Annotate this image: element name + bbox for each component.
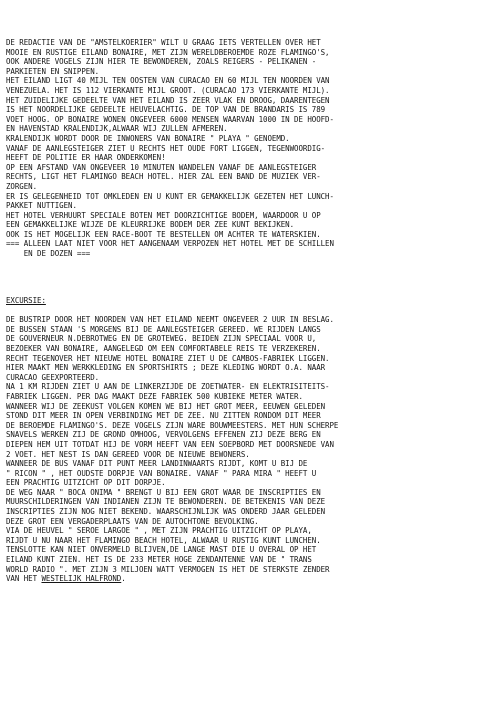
excursie-text-line: VIA DE HEUVEL " SEROE LARGOE " , MET ZIJN PRACHTIG UITZICHT OP PLAYA, <box>6 526 312 536</box>
intro-text-line: VOET HOOG. OP BONAIRE WONEN ONGEVEER 6000 MENSEN WAARVAN 1000 IN DE HOOFD- <box>6 114 334 124</box>
excursie-text-line: DE WEG NAAR " BOCA ONIMA " BRENGT U BIJ EEN GROT WAAR DE INSCRIPTIES EN <box>6 487 321 497</box>
intro-text-line: VANAF DE AANLEGSTEIGER ZIET U RECHTS HET OUDE FORT LIGGEN, TEGENWOORDIG- <box>6 143 326 153</box>
excursie-text-line: DEZE GROT EEN VERGADERPLAATS VAN DE AUTOCHTONE BEVOLKING. <box>6 516 259 526</box>
intro-text-line: HET EILAND LIGT 40 MIJL TEN OOSTEN VAN CURACAO EN 60 MIJL TEN NOORDEN VAN <box>6 76 330 86</box>
excursie-text-line: DIEPEN HEM UIT TOTDAT HIJ DE VORM HEEFT VAN EEN SOEPBORD MET DOORSNEDE VAN <box>6 439 334 449</box>
intro-text-line: ER IS GELEGENHEID TOT OMKLEDEN EN U KUNT ER GEMAKKELIJK GEZETEN HET LUNCH- <box>6 191 334 201</box>
intro-text-line: MOOIE EN RUSTIGE EILAND BONAIRE, MET ZIJN WERELDBEROEMDE ROZE FLAMINGO'S, <box>6 47 330 57</box>
intro-text-line: EN HAVENSTAD KRALENDIJK,ALWAAR WIJ ZULLEN AFMEREN. <box>6 124 228 134</box>
intro-text-line: HET ZUIDELIJKE GEDEELTE VAN HET EILAND IS ZEER VLAK EN DROOG, DAARENTEGEN <box>6 95 330 105</box>
excursie-heading: EXCURSIE: <box>6 296 46 305</box>
intro-text-line: OOK IS HET MOGELIJK EEN RACE-BOOT TE BESTELLEN OM ACHTER TE WATERSKIEN. <box>6 229 321 239</box>
excursie-text-line: SNAVELS WERKEN ZIJ DE GROND OMHOOG, VERVOLGENS EFFENEN ZIJ DEZE BERG EN <box>6 430 321 440</box>
excursie-body <box>6 315 474 574</box>
excursie-text-line: " RICON " , HET OUDSTE DORPJE VAN BONAIRE. VANAF " PARA MIRA " HEEFT U <box>6 468 317 478</box>
excursie-text-line: FABRIEK LIGGEN. PER DAG MAAKT DEZE FABRIEK 500 KUBIEKE METER WATER. <box>6 391 303 401</box>
intro-text-line: HET HOTEL VERHUURT SPECIALE BOTEN MET DOORZICHTIGE BODEM, WAARDOOR U OP <box>6 210 321 220</box>
excursie-text-line: DE BUSSEN STAAN 'S MORGENS BIJ DE AANLEGSTEIGER GEREED. WE RIJDEN LANGS <box>6 324 321 334</box>
excursie-text-line: RECHT TEGENOVER HET NIEUWE HOTEL BONAIRE ZIET U DE CAMBOS-FABRIEK LIGGEN. <box>6 353 330 363</box>
excursie-text-line: NA 1 KM RIJDEN ZIET U AAN DE LINKERZIJDE DE ZOETWATER- EN ELEKTRISITEITS- <box>6 382 330 392</box>
excursie-text-line: WORLD RADIO ". MET ZIJN 3 MILJOEN WATT VERMOGEN IS HET DE STERKSTE ZENDER <box>6 564 330 574</box>
excursie-text-line: RIJDT U NU NAAR HET FLAMINGO BEACH HOTEL, ALWAAR U RUSTIG KUNT LUNCHEN. <box>6 535 321 545</box>
excursie-text-line: EILAND KUNT ZIEN. HET IS DE 233 METER HOGE ZENDANTENNE VAN DE " TRANS <box>6 555 312 565</box>
intro-text-line: EN DE DOZEN === <box>6 249 91 259</box>
intro-text-line: RECHTS, LIGT HET FLAMINGO BEACH HOTEL. HIER ZAL EEN BAND DE MUZIEK VER- <box>6 172 321 182</box>
intro-text-line: IS HET NOORDELIJKE GEDEELTE HEUVELACHTIG. DE TOP VAN DE BRANDARIS IS 789 <box>6 105 326 115</box>
intro-text-line: HEEFT DE POLITIE ER HAAR ONDERKOMEN! <box>6 153 166 163</box>
excursie-text-line: CURACAO GEEXPORTEERD. <box>6 372 100 382</box>
intro-text-line: DE REDACTIE VAN DE "AMSTELKOERIER" WILT U GRAAG IETS VERTELLEN OVER HET <box>6 38 321 47</box>
excursie-text-line: DE BUSTRIP DOOR HET NOORDEN VAN HET EILAND NEEMT ONGEVEER 2 UUR IN BESLAG. <box>6 315 334 325</box>
intro-text-line: EEN GEMAKKELIJKE WIJZE DE KLEURRIJKE BODEM DER ZEE KUNT BEKIJKEN. <box>6 220 295 230</box>
excursie-text-line: STOND DIT MEER IN OPEN VERBINDING MET DE ZEE. NU ZITTEN RONDOM DIT MEER <box>6 411 321 421</box>
intro-text-line: OOK ANDERE VOGELS ZIJN HIER TE BEWONDEREN, ZOALS REIGERS - PELIKANEN - <box>6 57 317 67</box>
excursie-text-line: INSCRIPTIES ZIJN NOG NIET BEKEND. WAARSCHIJNLIJK WAS ONDERD JAAR GELEDEN <box>6 507 326 517</box>
excursie-text-line: EEN PRACHTIG UITZICHT OP DIT DORPJE. <box>6 478 166 488</box>
excursie-text-line: BEZOEKER VAN BONAIRE, AANGELEGD OM EEN COMFORTABELE REIS TE VERZEKEREN. <box>6 343 321 353</box>
excursie-text-line: DE BEROEMDE FLAMINGO'S. DEZE VOGELS ZIJN WARE BOUWMEESTERS. MET HUN SCHERPE <box>6 420 339 430</box>
last-line-underlined: WESTELIJK HALFROND <box>41 574 122 584</box>
excursie-text-line: DE GOUVERNEUR N.DEBROTWEG EN DE GROTEWEG. BEIDEN ZIJN SPECIAAL VOOR U, <box>6 334 317 344</box>
intro-text-line: === ALLEEN LAAT NIET VOOR HET AANGENAAM VERPOZEN HET HOTEL MET DE SCHILLEN <box>6 239 334 249</box>
last-line-suffix: . <box>121 574 126 584</box>
excursie-text-line: WANNEER DE BUS VANAF DIT PUNT MEER LANDINWAARTS RIJDT, KOMT U BIJ DE <box>6 459 308 469</box>
intro-text-line: KRALENDIJK WORDT DOOR DE INWONERS VAN BONAIRE " PLAYA " GENOEMD. <box>6 133 290 143</box>
intro-text-line: ZORGEN. <box>6 181 38 191</box>
intro-text-line: VENEZUELA. HET IS 112 VIERKANTE MIJL GROOT. (CURACAO 173 VIERKANTE MIJL). <box>6 85 330 95</box>
excursie-text-line: WANNEER WIJ DE ZEEKUST VOLGEN KOMEN WE BIJ HET GROT MEER, EEUWEN GELEDEN <box>6 401 326 411</box>
excursie-last-line <box>6 574 465 584</box>
excursie-text-line: MUURSCHILDERINGEN VAN INDIANEN ZIJN TE BEWONDEREN. DE BETEKENIS VAN DEZE <box>6 497 326 507</box>
excursie-section <box>6 296 474 584</box>
last-line-prefix: VAN HET <box>6 574 42 584</box>
excursie-text-line: HIER MAAKT MEN WERKKLEDING EN SPORTSHIRTS ; DEZE KLEDING WORDT O.A. NAAR <box>6 363 326 373</box>
excursie-text-line: 2 VOET. HET NEST IS DAN GEREED VOOR DE NIEUWE BEWONERS. <box>6 449 250 459</box>
intro-text-line: PARKIETEN EN SNIPPEN. <box>6 66 100 76</box>
intro-text-line: OP EEN AFSTAND VAN ONGEVEER 10 MINUTEN WANDELEN VANAF DE AANLEGSTEIGER <box>6 162 317 172</box>
excursie-spacer <box>6 306 465 316</box>
intro-text-line: PAKKET NUTTIGEN. <box>6 201 77 211</box>
excursie-text-line: TENSLOTTE KAN NIET ONVERMELD BLIJVEN,DE LANGE MAST DIE U OVERAL OP HET <box>6 545 317 555</box>
intro-section <box>6 38 474 259</box>
